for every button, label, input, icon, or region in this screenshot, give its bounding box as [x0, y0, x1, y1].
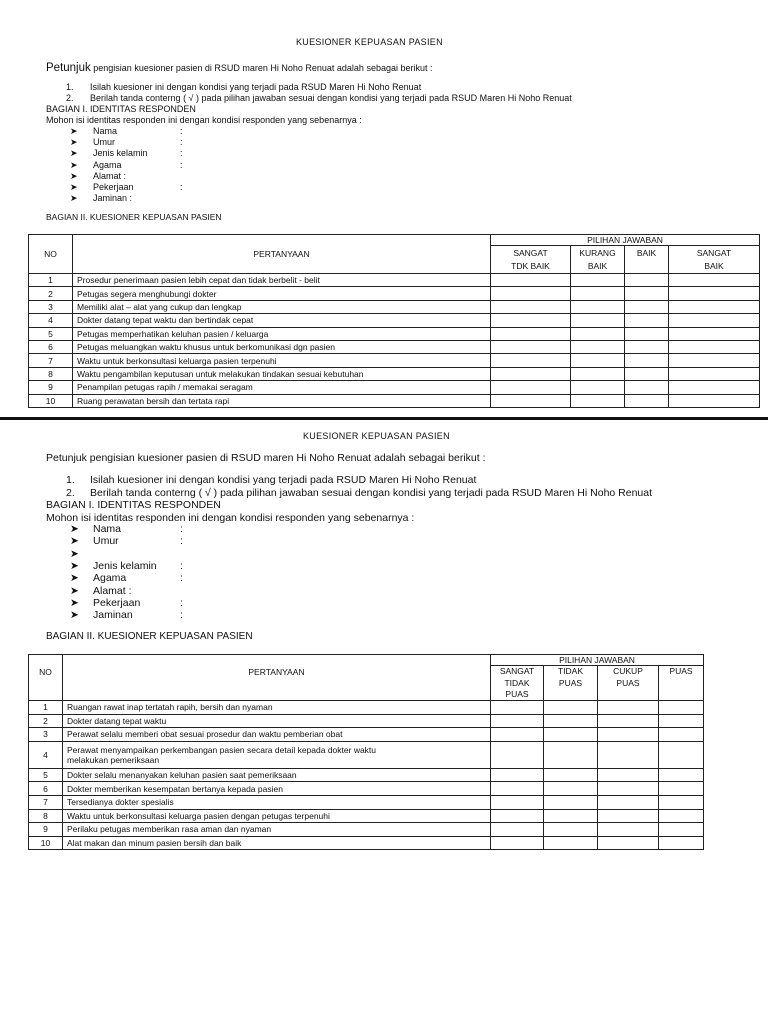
option-header-cukup-puas: CUKUP: [598, 666, 659, 677]
question-text: Dokter datang tepat waktu: [67, 715, 167, 726]
row-question: [63, 728, 491, 742]
option-header-line2: PUAS: [598, 677, 659, 689]
identity-field-label: Agama: [93, 159, 122, 170]
identity-field-label: Umur: [93, 137, 115, 148]
identity-field-colon: :: [180, 159, 183, 170]
answer-checkbox-cell[interactable]: [491, 314, 571, 327]
answer-checkbox-cell[interactable]: [659, 728, 704, 742]
answer-checkbox-cell[interactable]: [598, 809, 659, 823]
identity-field: [70, 548, 93, 560]
question-text: Dokter datang tepat waktu dan bertindak cepat: [77, 315, 254, 326]
table-row: [29, 741, 704, 768]
option-header-line3: PUAS: [491, 689, 544, 701]
table-row: [29, 300, 760, 313]
arrow-bullet-icon: ➤: [70, 148, 78, 159]
answer-checkbox-cell[interactable]: [625, 394, 669, 407]
answer-checkbox-cell[interactable]: [659, 714, 704, 728]
sheet2-mohon-text: Mohon isi identitas responden ini dengan kondisi responden yang sebenarnya :: [46, 512, 415, 524]
identity-field-colon: :: [180, 523, 183, 535]
identity-field-colon: :: [180, 559, 183, 572]
question-text: Dokter memberikan kesempatan bertanya kepada pasien: [67, 783, 283, 794]
answer-checkbox-cell[interactable]: [659, 809, 704, 823]
answer-checkbox-cell[interactable]: [625, 367, 669, 380]
row-question: [63, 741, 491, 768]
arrow-bullet-icon: ➤: [70, 572, 79, 585]
row-question: [63, 795, 491, 809]
row-number: 2: [29, 714, 63, 728]
row-number: 1: [29, 274, 73, 287]
answer-checkbox-cell[interactable]: [625, 354, 669, 367]
identity-field-label: Umur: [93, 535, 119, 548]
identity-field-colon: :: [180, 148, 183, 159]
identity-field-colon: :: [180, 572, 183, 585]
row-question: [73, 300, 491, 313]
sheet1-questionnaire-table: [28, 234, 760, 408]
identity-field-label: Agama: [93, 572, 127, 585]
identity-field: [70, 126, 183, 137]
question-text: Waktu pengambilan keputusan untuk melakukan tindakan sesuai kebutuhan: [77, 368, 364, 379]
answer-checkbox-cell[interactable]: [571, 381, 625, 394]
sheet2-bagian1-heading: BAGIAN I. IDENTITAS RESPONDEN: [46, 499, 221, 511]
answer-checkbox-cell[interactable]: [491, 394, 571, 407]
question-text: Petugas segera menghubungi dokter: [77, 288, 217, 299]
answer-checkbox-cell[interactable]: [491, 823, 544, 837]
table-row: [29, 809, 704, 823]
option-header-line3: [544, 689, 598, 701]
option-header-sangat-baik: SANGAT: [669, 246, 760, 260]
row-question: [73, 274, 491, 287]
row-question: [73, 340, 491, 353]
answer-checkbox-cell[interactable]: [491, 782, 544, 796]
instruction-number: 2.: [66, 487, 75, 499]
question-text: Perawat menyampaikan perkembangan pasien secara detail kepada dokter waktu: [67, 744, 377, 755]
identity-field: [70, 596, 183, 609]
row-number: 2: [29, 287, 73, 300]
answer-checkbox-cell[interactable]: [669, 394, 760, 407]
answer-checkbox-cell[interactable]: [491, 287, 571, 300]
answer-checkbox-cell[interactable]: [598, 836, 659, 850]
option-header-line2: PUAS: [544, 677, 598, 689]
row-number: 9: [29, 381, 73, 394]
identity-field-label: Jaminan: [93, 609, 133, 622]
answer-checkbox-cell[interactable]: [669, 327, 760, 340]
identity-field-label: Nama: [93, 126, 118, 136]
instruction-text: Isilah kuesioner ini dengan kondisi yang terjadi pada RSUD Maren Hi Noho Renuat: [90, 82, 422, 92]
identity-field: [70, 572, 183, 585]
row-question: [73, 314, 491, 327]
answer-checkbox-cell[interactable]: [571, 287, 625, 300]
answer-checkbox-cell[interactable]: [598, 768, 659, 782]
question-text-continued: melakukan pemeriksaan: [67, 754, 160, 765]
option-header-line3: [598, 689, 659, 701]
answer-checkbox-cell[interactable]: [571, 340, 625, 353]
identity-field-colon: :: [180, 137, 183, 148]
arrow-bullet-icon: ➤: [70, 535, 79, 548]
identity-field-label: Jenis kelamin: [93, 148, 148, 159]
question-text: Waktu untuk berkonsultasi keluarga pasien terpenuhi: [77, 355, 277, 366]
identity-field-label: Pekerjaan: [93, 596, 141, 609]
option-header-line2: [659, 677, 704, 689]
row-question: [73, 394, 491, 407]
identity-field: [70, 193, 132, 204]
row-number: 1: [29, 701, 63, 715]
identity-field: [70, 182, 183, 193]
sheet1-title: KUESIONER KEPUASAN PASIEN: [296, 37, 443, 47]
page-divider: [0, 417, 768, 420]
answer-checkbox-cell[interactable]: [491, 809, 544, 823]
arrow-bullet-icon: ➤: [70, 559, 79, 572]
row-number: 8: [29, 367, 73, 380]
question-text: Perilaku petugas memberikan rasa aman dan nyaman: [67, 824, 272, 835]
answer-checkbox-cell[interactable]: [659, 795, 704, 809]
table-row: [29, 287, 760, 300]
row-number: 6: [29, 782, 63, 796]
answer-checkbox-cell[interactable]: [491, 768, 544, 782]
answer-checkbox-cell[interactable]: [571, 394, 625, 407]
answer-checkbox-cell[interactable]: [598, 701, 659, 715]
option-header-line2: BAIK: [669, 260, 760, 274]
identity-field: [70, 159, 183, 171]
answer-checkbox-cell[interactable]: [625, 287, 669, 300]
column-header-pilihan-jawaban: PILIHAN JAWABAN: [491, 655, 704, 666]
identity-field: [70, 171, 126, 182]
answer-checkbox-cell[interactable]: [491, 300, 571, 313]
identity-field-label: Alamat :: [93, 584, 132, 597]
table-row: [29, 381, 760, 394]
instruction-text: Isilah kuesioner ini dengan kondisi yang terjadi pada RSUD Maren Hi Noho Renuat: [90, 474, 477, 486]
row-number: 7: [29, 354, 73, 367]
answer-checkbox-cell[interactable]: [544, 768, 598, 782]
answer-checkbox-cell[interactable]: [598, 823, 659, 837]
answer-checkbox-cell[interactable]: [491, 274, 571, 287]
answer-checkbox-cell[interactable]: [544, 741, 598, 768]
question-text: Tersedianya dokter spesialis: [67, 797, 174, 808]
row-number: 3: [29, 300, 73, 313]
row-number: 9: [29, 823, 63, 837]
answer-checkbox-cell[interactable]: [598, 741, 659, 768]
identity-field: [70, 148, 183, 159]
row-question: [63, 836, 491, 850]
answer-checkbox-cell[interactable]: [544, 836, 598, 850]
identity-field-label: Jenis kelamin: [93, 559, 157, 572]
sheet1-mohon-text: Mohon isi identitas responden ini dengan kondisi responden yang sebenarnya :: [46, 115, 362, 125]
row-number: 7: [29, 795, 63, 809]
identity-field-colon: :: [180, 609, 183, 622]
option-header-puas: PUAS: [659, 666, 704, 677]
question-text: Ruang perawatan bersih dan tertata rapi: [77, 395, 230, 406]
sheet2-questionnaire-table: [28, 654, 704, 850]
answer-checkbox-cell[interactable]: [544, 809, 598, 823]
identity-field-label: Nama: [93, 523, 122, 535]
option-header-sangat-tdk-baik: SANGAT: [491, 246, 571, 260]
sheet1-petunjuk-label: Petunjuk: [46, 62, 91, 74]
answer-checkbox-cell[interactable]: [659, 823, 704, 837]
answer-checkbox-cell[interactable]: [625, 381, 669, 394]
answer-checkbox-cell[interactable]: [669, 300, 760, 313]
answer-checkbox-cell[interactable]: [598, 714, 659, 728]
arrow-bullet-icon: ➤: [70, 170, 78, 181]
option-header-sangat-tidak-puas: SANGAT: [491, 666, 544, 677]
identity-field-colon: :: [180, 126, 183, 136]
row-number: 5: [29, 768, 63, 782]
answer-checkbox-cell[interactable]: [598, 782, 659, 796]
answer-checkbox-cell[interactable]: [491, 836, 544, 850]
answer-checkbox-cell[interactable]: [659, 768, 704, 782]
sheet1-instruction-2: [66, 93, 572, 103]
identity-field-colon: :: [180, 596, 183, 609]
row-question: [63, 823, 491, 837]
identity-field: [70, 559, 183, 572]
row-question: [73, 367, 491, 380]
answer-checkbox-cell[interactable]: [625, 327, 669, 340]
identity-field: [70, 535, 183, 548]
table-row: [29, 354, 760, 367]
answer-checkbox-cell[interactable]: [491, 714, 544, 728]
answer-checkbox-cell[interactable]: [544, 823, 598, 837]
sheet1-petunjuk: [46, 62, 432, 74]
answer-checkbox-cell[interactable]: [544, 714, 598, 728]
identity-field: [70, 585, 132, 597]
answer-checkbox-cell[interactable]: [571, 327, 625, 340]
instruction-number: 1.: [66, 474, 75, 486]
instruction-text: Berilah tanda conterng ( √ ) pada pilihan jawaban sesuai dengan kondisi yang terjadi pada RSUD Maren Hi Noho Renuat: [90, 93, 572, 103]
option-header-line2: TDK BAIK: [491, 260, 571, 274]
answer-checkbox-cell[interactable]: [659, 701, 704, 715]
row-number: 8: [29, 809, 63, 823]
answer-checkbox-cell[interactable]: [544, 795, 598, 809]
question-text: Perawat selalu memberi obat sesuai prosedur dan waktu pemberian obat: [67, 729, 343, 740]
row-question: [73, 287, 491, 300]
answer-checkbox-cell[interactable]: [669, 274, 760, 287]
identity-field: [70, 137, 183, 148]
sheet2-petunjuk: Petunjuk pengisian kuesioner pasien di RSUD maren Hi Noho Renuat adalah sebagai berikut :: [46, 452, 486, 464]
table-row: [29, 274, 760, 287]
option-header-tidak-puas: TIDAK: [544, 666, 598, 677]
answer-checkbox-cell[interactable]: [659, 782, 704, 796]
arrow-bullet-icon: ➤: [70, 193, 78, 204]
table-row: [29, 340, 760, 353]
answer-checkbox-cell[interactable]: [571, 300, 625, 313]
option-header-kurang-baik: KURANG: [571, 246, 625, 260]
arrow-bullet-icon: ➤: [70, 584, 79, 597]
identity-field: [70, 523, 183, 535]
table-row: [29, 728, 704, 742]
identity-field-colon: :: [180, 535, 183, 548]
option-header-line3: [659, 689, 704, 701]
table-row: [29, 327, 760, 340]
identity-field: [70, 609, 183, 622]
answer-checkbox-cell[interactable]: [571, 354, 625, 367]
table-row: [29, 836, 704, 850]
arrow-bullet-icon: ➤: [70, 159, 78, 170]
table-row: [29, 701, 704, 715]
row-question: [63, 768, 491, 782]
answer-checkbox-cell[interactable]: [571, 367, 625, 380]
question-text: Penampilan petugas rapih / memakai seragam: [77, 382, 253, 393]
sheet2-title: KUESIONER KEPUASAN PASIEN: [303, 431, 450, 441]
answer-checkbox-cell[interactable]: [491, 327, 571, 340]
table-row: [29, 367, 760, 380]
answer-checkbox-cell[interactable]: [491, 701, 544, 715]
answer-checkbox-cell[interactable]: [491, 340, 571, 353]
answer-checkbox-cell[interactable]: [669, 340, 760, 353]
sheet1-petunjuk-text: pengisian kuesioner pasien di RSUD maren Hi Noho Renuat adalah sebagai berikut :: [93, 63, 433, 73]
sheet2-instruction-2: [66, 487, 652, 499]
question-text: Alat makan dan minum pasien bersih dan baik: [67, 838, 242, 849]
answer-checkbox-cell[interactable]: [544, 782, 598, 796]
row-number: 6: [29, 340, 73, 353]
row-number: 4: [29, 741, 63, 768]
answer-checkbox-cell[interactable]: [625, 314, 669, 327]
column-header-no: NO: [29, 235, 73, 274]
answer-checkbox-cell[interactable]: [625, 300, 669, 313]
row-number: 5: [29, 327, 73, 340]
answer-checkbox-cell[interactable]: [669, 287, 760, 300]
answer-checkbox-cell[interactable]: [659, 836, 704, 850]
answer-checkbox-cell[interactable]: [571, 274, 625, 287]
answer-checkbox-cell[interactable]: [659, 741, 704, 768]
question-text: Petugas meluangkan waktu khusus untuk berkomunikasi dgn pasien: [77, 342, 335, 353]
identity-field-label: Pekerjaan: [93, 182, 134, 192]
sheet2-bagian2-heading: BAGIAN II. KUESIONER KEPUASAN PASIEN: [46, 631, 253, 642]
answer-checkbox-cell[interactable]: [491, 354, 571, 367]
answer-checkbox-cell[interactable]: [625, 274, 669, 287]
instruction-text: Berilah tanda conterng ( √ ) pada pilihan jawaban sesuai dengan kondisi yang terjadi pada RSUD Maren Hi Noho Renuat: [90, 487, 653, 499]
arrow-bullet-icon: ➤: [70, 126, 78, 136]
answer-checkbox-cell[interactable]: [669, 314, 760, 327]
row-question: [63, 714, 491, 728]
arrow-bullet-icon: ➤: [70, 609, 79, 622]
row-question: [73, 354, 491, 367]
answer-checkbox-cell[interactable]: [598, 795, 659, 809]
question-text: Prosedur penerimaan pasien lebih cepat dan tidak berbelit - belit: [77, 275, 320, 286]
answer-checkbox-cell[interactable]: [598, 728, 659, 742]
question-text: Memiliki alat – alat yang cukup dan lengkap: [77, 301, 242, 312]
row-number: 3: [29, 728, 63, 742]
table-row: [29, 768, 704, 782]
row-question: [63, 782, 491, 796]
arrow-bullet-icon: ➤: [70, 596, 79, 609]
question-text: Dokter selalu menanyakan keluhan pasien saat pemeriksaan: [67, 770, 297, 781]
column-header-pilihan-jawaban: PILIHAN JAWABAN: [491, 235, 760, 246]
row-number: 10: [29, 394, 73, 407]
instruction-number: 1.: [66, 82, 74, 92]
row-question: [63, 809, 491, 823]
table-row: [29, 782, 704, 796]
answer-checkbox-cell[interactable]: [571, 314, 625, 327]
sheet1-bagian2-heading: BAGIAN II. KUESIONER KEPUASAN PASIEN: [46, 212, 222, 222]
option-header-line2: TIDAK: [491, 677, 544, 689]
row-question: [73, 381, 491, 394]
answer-checkbox-cell[interactable]: [544, 728, 598, 742]
row-question: [73, 327, 491, 340]
option-header-line2: BAIK: [571, 260, 625, 274]
answer-checkbox-cell[interactable]: [669, 354, 760, 367]
option-header-line2: [625, 260, 669, 274]
instruction-number: 2.: [66, 93, 74, 103]
identity-field-label: Jaminan :: [93, 193, 133, 204]
table-row: [29, 314, 760, 327]
option-header-baik: BAIK: [625, 246, 669, 260]
sheet1-instruction-1: [66, 82, 421, 92]
table-row: [29, 714, 704, 728]
row-question: [63, 701, 491, 715]
column-header-pertanyaan: PERTANYAAN: [63, 655, 491, 701]
question-text: Waktu untuk berkonsultasi keluarga pasien dengan petugas terpenuhi: [67, 810, 330, 821]
answer-checkbox-cell[interactable]: [625, 340, 669, 353]
arrow-bullet-icon: ➤: [70, 137, 78, 148]
answer-checkbox-cell[interactable]: [669, 367, 760, 380]
answer-checkbox-cell[interactable]: [491, 367, 571, 380]
answer-checkbox-cell[interactable]: [544, 701, 598, 715]
sheet2-instruction-1: [66, 474, 476, 486]
arrow-bullet-icon: ➤: [70, 523, 79, 535]
row-number: 4: [29, 314, 73, 327]
table-row: [29, 795, 704, 809]
sheet1-bagian1-heading: BAGIAN I. IDENTITAS RESPONDEN: [46, 104, 196, 114]
question-text: Petugas memperhatikan keluhan pasien / keluarga: [77, 328, 269, 339]
table-row: [29, 823, 704, 837]
column-header-no: NO: [29, 655, 63, 701]
column-header-pertanyaan: PERTANYAAN: [73, 235, 491, 274]
answer-checkbox-cell[interactable]: [491, 741, 544, 768]
row-number: 10: [29, 836, 63, 850]
arrow-bullet-icon: ➤: [70, 547, 79, 560]
identity-field-colon: :: [180, 182, 183, 192]
answer-checkbox-cell[interactable]: [669, 381, 760, 394]
arrow-bullet-icon: ➤: [70, 182, 78, 192]
answer-checkbox-cell[interactable]: [491, 795, 544, 809]
table-row: [29, 394, 760, 407]
answer-checkbox-cell[interactable]: [491, 381, 571, 394]
identity-field-label: Alamat :: [93, 170, 127, 181]
answer-checkbox-cell[interactable]: [491, 728, 544, 742]
question-text: Ruangan rawat inap tertatah rapih, bersih dan nyaman: [67, 702, 273, 713]
